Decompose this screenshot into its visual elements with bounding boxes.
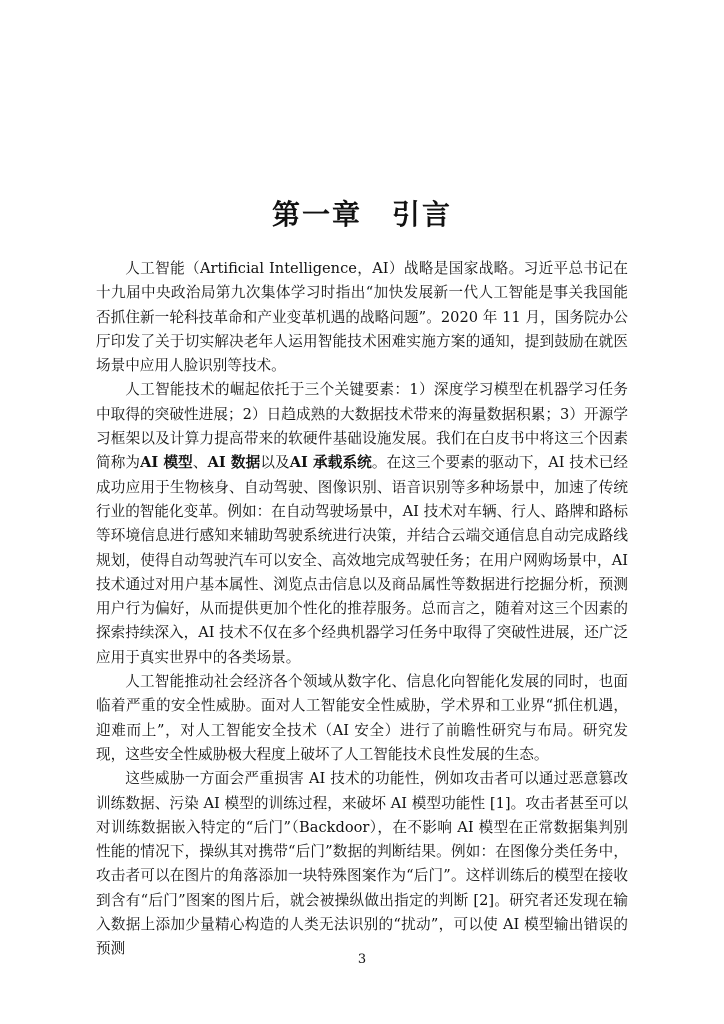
- paragraph-attacks: 这些威胁一方面会严重损害 AI 技术的功能性，例如攻击者可以通过恶意篡改训练数据、污染 AI 模型的训练过程，来破坏 AI 模型功能性 [1]。攻击者甚至可以对训练数据嵌入特定的“后门”（Backdoor），在不影响 AI 模型在正常数据集判别性能的情况下，操纵其对携带“后门”数据的判断结果。例如：在图像分类任务中，攻击者可以在图片的角落添加一块特殊图案作为“后门”。这样训练后的模型在接收到含有“后门”图案的图片后，就会被操纵做出指定的判断 [2]。研究者还发现在输入数据上添加少量精心构造的人类无法识别的“扰动”，可以使 AI 模型输出错误的预测: [96, 770, 628, 958]
- term-ai-model: AI 模型: [140, 454, 193, 472]
- separator-1: 、: [192, 454, 208, 472]
- paragraph-key-elements-part-1: 人工智能技术的崛起依托于三个关键要素：1）深度学习模型在机器学习任务中取得的突破性进展；2）日趋成熟的大数据技术带来的海量数据积累；3）开源学习框架以及计算力提高带来的软硬件基础设施发展。我们在白皮书中将这三个因素简称为: [96, 381, 628, 472]
- chapter-title: 第一章 引言: [271, 198, 452, 231]
- separator-2: 以及: [260, 454, 290, 472]
- paragraph-ai-strategy: 人工智能（Artificial Intelligence，AI）战略是国家战略。习近平总书记在十九届中央政治局第九次集体学习时指出“加快发展新一代人工智能是事关我国能否抓住新一轮科技革命和产业变革机遇的战略问题”。2020 年 11 月，国务院办公厅印发了关于切实解决老年人运用智能技术困难实施方案的通知，提到鼓励在就医场景中应用人脸识别等技术。: [96, 260, 628, 375]
- paragraph-key-elements: [96, 378, 628, 670]
- body-text: [96, 257, 628, 962]
- paragraph-security-threats: 人工智能推动社会经济各个领域从数字化、信息化向智能化发展的同时，也面临着严重的安全性威胁。面对人工智能安全性威胁，学术界和工业界“抓住机遇，迎难而上”，对人工智能安全技术（AI 安全）进行了前瞻性研究与布局。研究发现，这些安全性威胁极大程度上破坏了人工智能技术良性发展的生态。: [96, 673, 628, 763]
- term-ai-data: AI 数据: [207, 454, 261, 472]
- paragraph-key-elements-part-2: 。在这三个要素的驱动下，AI 技术已经成功应用于生物核身、自动驾驶、图像识别、语音识别等多种场景中，加速了传统行业的智能化变革。例如：在自动驾驶场景中，AI 技术对车辆、行人、路牌和路标等环境信息进行感知来辅助驾驶系统进行决策，并结合云端交通信息自动完成路线规划，使得自动驾驶汽车可以安全、高效地完成驾驶任务；在用户网购场景中，AI 技术通过对用户基本属性、浏览点击信息以及商品属性等数据进行挖掘分析，预测用户行为偏好，从而提供更加个性化的推荐服务。总而言之，随着对这三个因素的探索持续深入，AI 技术不仅在多个经典机器学习任务中取得了突破性进展，还广泛应用于真实世界中的各类场景。: [96, 454, 628, 666]
- term-ai-system: AI 承载系统: [289, 454, 372, 472]
- page-number: 3: [357, 952, 367, 967]
